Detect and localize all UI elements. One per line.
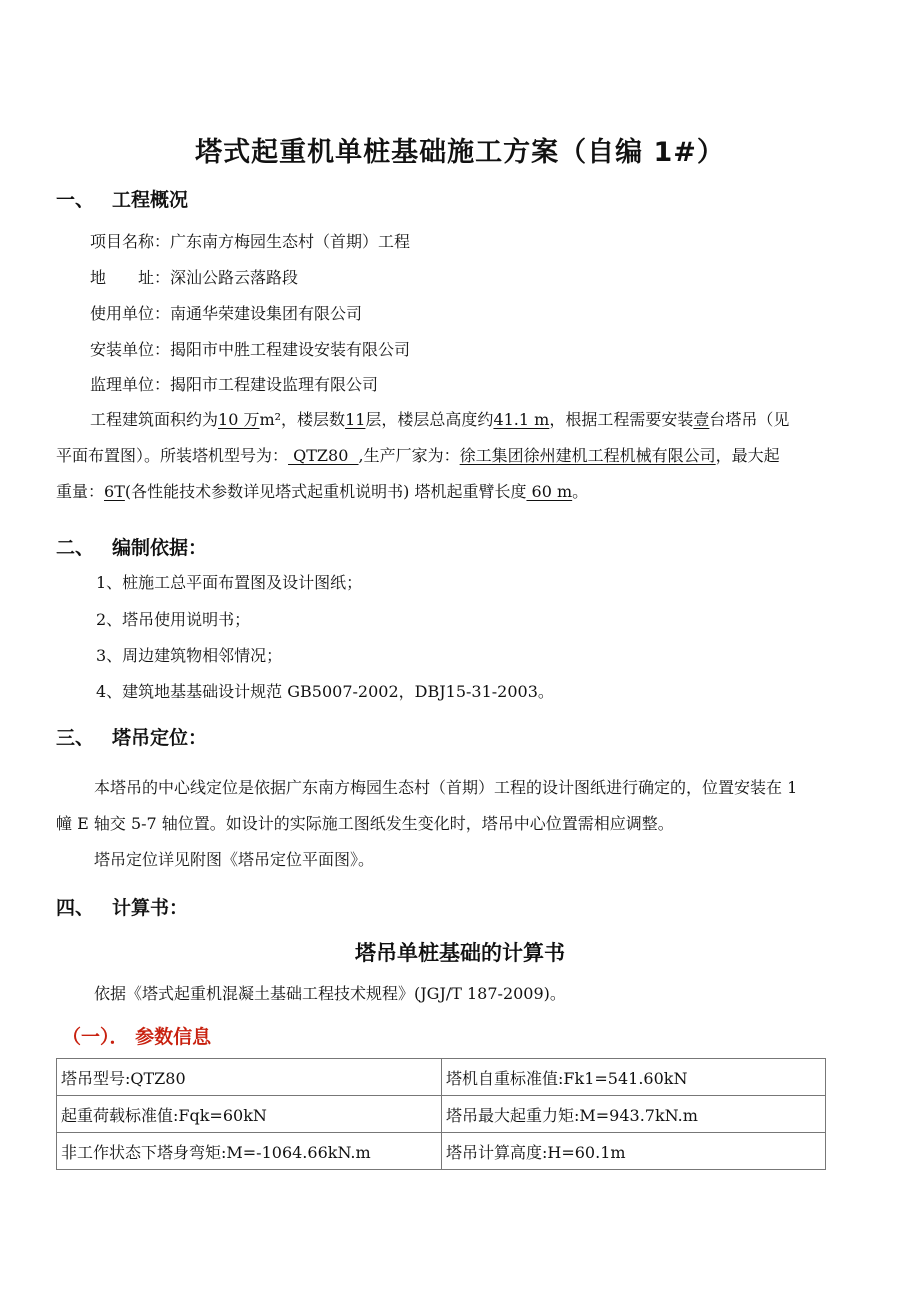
section-number: 二、 (56, 537, 95, 559)
overview-para-line2 (56, 446, 780, 466)
supervisor-line (90, 375, 378, 395)
height-value: 41.1 m (493, 410, 550, 429)
section-heading-positioning (56, 723, 207, 750)
user-line (90, 304, 362, 324)
text: ，根据工程需要安装 (549, 410, 694, 429)
field-label: 安装单位： (90, 340, 171, 359)
field-label: 地 址： (90, 268, 171, 287)
table-cell: 塔吊计算高度:H=60.1m (442, 1133, 826, 1170)
field-value: 揭阳市中胜工程建设安装有限公司 (170, 340, 411, 359)
area-value: 10 万 (218, 410, 260, 429)
field-label: 使用单位： (90, 304, 171, 323)
text: 平面布置图）。所装塔机型号为： (56, 446, 289, 465)
manufacturer: 徐工集团徐州建机工程机械有限公司 (459, 446, 716, 465)
text: 层，楼层总高度约 (365, 410, 494, 429)
table-cell: 非工作状态下塔身弯矩:M=-1064.66kN.m (57, 1133, 442, 1170)
table-row (57, 1133, 826, 1170)
table-row (57, 1059, 826, 1096)
table-row (57, 1096, 826, 1133)
field-value: 广东南方梅园生态村（首期）工程 (170, 232, 411, 251)
positioning-para-line2: 幢 E 轴交 5-7 轴位置。如设计的实际施工图纸发生变化时，塔吊中心位置需相应调整。 (56, 814, 674, 833)
field-label: 项目名称： (90, 232, 171, 251)
positioning-para2: 塔吊定位详见附图《塔吊定位平面图》。 (94, 850, 375, 869)
text: 工程建筑面积约为 (90, 410, 219, 429)
section-heading-basis (56, 533, 207, 560)
section-number: 三、 (56, 727, 95, 749)
list-item: 4、建筑地基基础设计规范 GB5007-2002，DBJ15-31-2003。 (96, 682, 554, 701)
section-number: 四、 (56, 897, 95, 919)
text: 台塔吊（见 (709, 410, 790, 429)
floors-value: 11 (345, 410, 366, 429)
table-cell: 起重荷载标准值:Fqk=60kN (57, 1096, 442, 1133)
field-label: 监理单位： (90, 375, 171, 394)
section-heading-overview (56, 185, 188, 212)
section-title: 计算书： (112, 897, 189, 919)
section-title: 编制依据： (112, 537, 208, 559)
text: (各性能技术参数详见塔式起重机说明书) 塔机起重臂长度 (124, 482, 527, 501)
field-value: 揭阳市工程建设监理有限公司 (170, 375, 379, 394)
param-table (56, 1058, 826, 1170)
section-number: 一、 (56, 189, 95, 211)
positioning-para-line1: 本塔吊的中心线定位是依据广东南方梅园生态村（首期）工程的设计图纸进行确定的，位置安装在 1 (94, 778, 798, 797)
project-name-line (90, 232, 410, 252)
table-cell: 塔机自重标准值:Fk1=541.60kN (442, 1059, 826, 1096)
text: ,生产厂家为： (358, 446, 460, 465)
table-cell: 塔吊型号:QTZ80 (57, 1059, 442, 1096)
param-info-heading: （一）． 参数信息 (62, 1026, 212, 1048)
page-title: 塔式起重机单桩基础施工方案（自编 1#） (195, 137, 725, 168)
text: 重量： (56, 482, 105, 501)
text: m²，楼层数 (259, 410, 346, 429)
list-item: 2、塔吊使用说明书； (96, 610, 251, 629)
calc-title: 塔吊单桩基础的计算书 (355, 941, 565, 965)
crane-count: 壹 (693, 410, 710, 429)
list-item: 3、周边建筑物相邻情况； (96, 646, 283, 665)
list-item: 1、桩施工总平面布置图及设计图纸； (96, 573, 363, 592)
field-value: 深汕公路云落路段 (170, 268, 299, 287)
arm-length: 60 m (526, 482, 573, 501)
text: ，最大起 (715, 446, 780, 465)
address-line (90, 268, 298, 288)
field-value: 南通华荣建设集团有限公司 (170, 304, 363, 323)
section-title: 塔吊定位： (112, 727, 208, 749)
installer-line (90, 340, 410, 360)
overview-para-line1 (90, 410, 789, 430)
table-cell: 塔吊最大起重力矩:M=943.7kN.m (442, 1096, 826, 1133)
text: 。 (572, 482, 589, 501)
section-heading-calculation (56, 893, 188, 920)
section-title: 工程概况 (112, 189, 189, 211)
max-weight: 6T (104, 482, 125, 501)
overview-para-line3 (56, 482, 588, 502)
crane-model: QTZ80 (288, 446, 359, 465)
calc-basis: 依据《塔式起重机混凝土基础工程技术规程》(JGJ/T 187-2009)。 (94, 984, 566, 1003)
